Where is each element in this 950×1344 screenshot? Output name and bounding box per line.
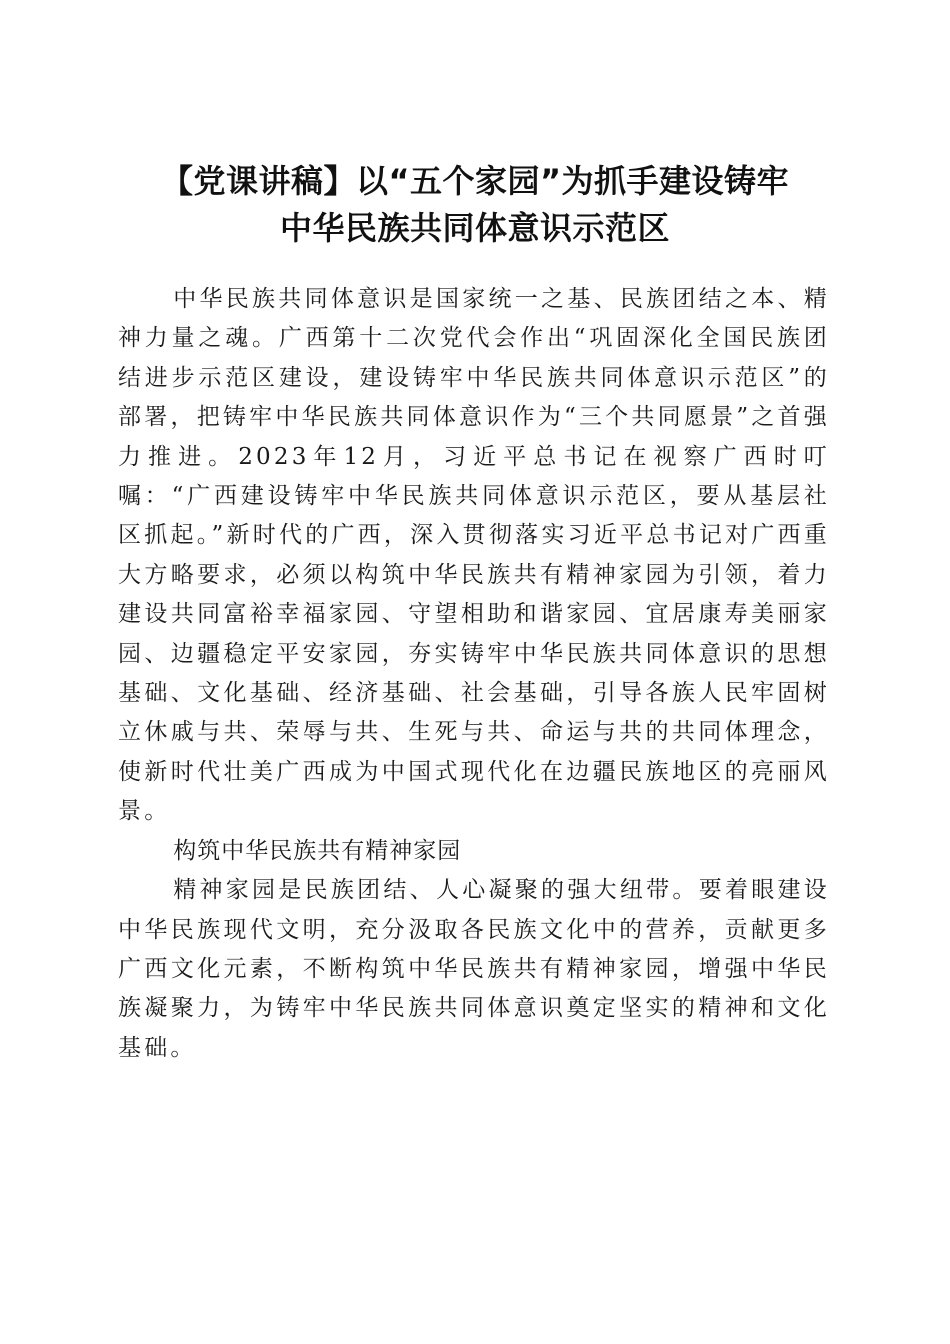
title-line-2: 中华民族共同体意识示范区 [279,209,670,248]
paragraph-intro: 中华民族共同体意识是国家统一之基、民族团结之本、精神力量之魂。广西第十二次党代会作出“巩固深化全国民族团结进步示范区建设，建设铸牢中华民族共同体意识示范区”的部署，把铸牢中华民族共同体意识作为“三个共同愿景”之首强力推进。2023年12月，习近平总书记在视察广西时叮嘱：“广西建设铸牢中华民族共同体意识示范区，要从基层社区抓起。”新时代的广西，深入贯彻落实习近平总书记对广西重大方略要求，必须以构筑中华民族共有精神家园为引领，着力建设共同富裕幸福家园、守望相助和谐家园、宜居康寿美丽家园、边疆稳定平安家园，夯实铸牢中华民族共同体意识的思想基础、文化基础、经济基础、社会基础，引导各族人民牢固树立休戚与共、荣辱与共、生死与共、命运与共的共同体理念，使新时代壮美广西成为中国式现代化在边疆民族地区的亮丽风景。 [118,286,830,825]
document-body [118,280,830,1068]
title-line-1: 【党课讲稿】以“五个家园”为抓手建设铸牢 [160,162,790,201]
document-title [100,158,850,252]
paragraph-spiritual-home: 精神家园是民族团结、人心凝聚的强大纽带。要着眼建设中华民族现代文明，充分汲取各民族文化中的营养，贡献更多广西文化元素，不断构筑中华民族共有精神家园，增强中华民族凝聚力，为铸牢中华民族共同体意识奠定坚实的精神和文化基础。 [118,877,830,1061]
section-heading: 构筑中华民族共有精神家园 [173,837,462,864]
